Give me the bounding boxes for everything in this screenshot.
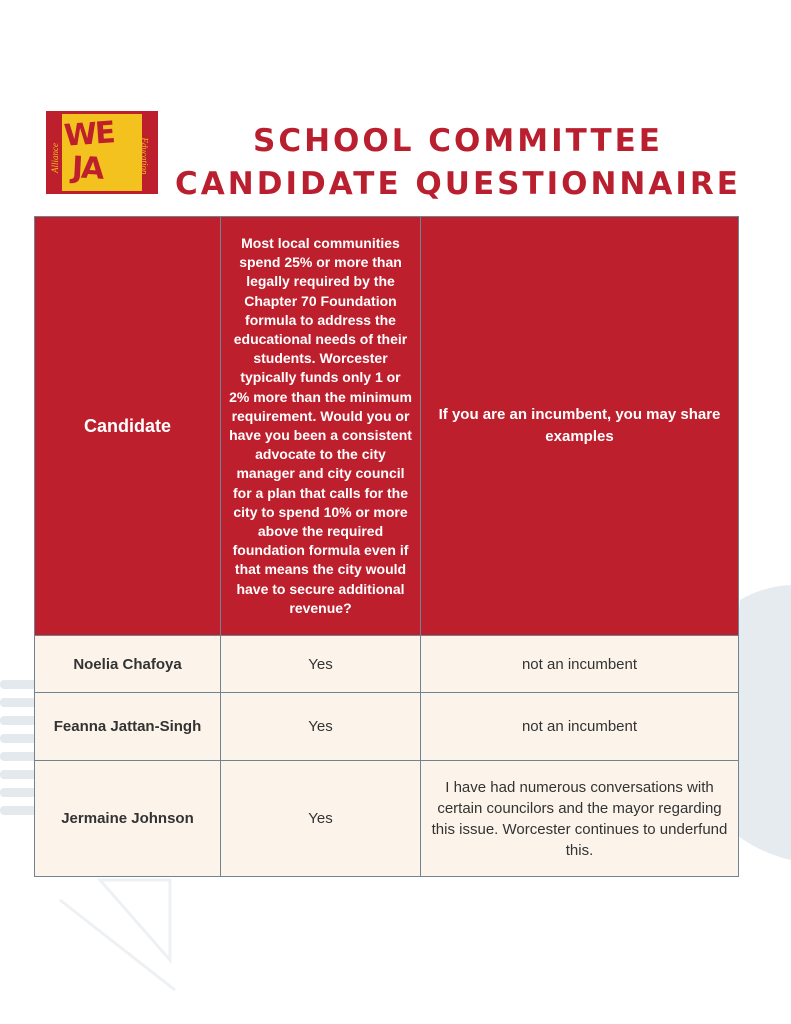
title-line-1: SCHOOL COMMITTEE: [253, 123, 663, 159]
candidate-examples: not an incumbent: [421, 693, 739, 761]
logo-letters-top: WE: [62, 115, 115, 154]
candidate-examples: not an incumbent: [421, 636, 739, 693]
header-incumbent-examples: If you are an incumbent, you may share examples: [421, 217, 739, 636]
candidate-answer: Yes: [221, 693, 421, 761]
logo-letters-bottom: JA: [71, 150, 104, 187]
page-title: [160, 120, 756, 206]
candidate-answer: Yes: [221, 761, 421, 877]
header-question: Most local communities spend 25% or more than legally required by the Chapter 70 Foundation formula to address the educational needs of their students. Worcester typically funds only 1 or 2% more than the minimum requirement. Would you or have you been a consistent advocate to the city manager and city council for a plan that calls for the city to spend 10% or more above the required foundation formula even if that means the city would have to secure additional revenue?: [221, 217, 421, 636]
candidate-name: Jermaine Johnson: [35, 761, 221, 877]
logo-side-right-text: Education: [139, 137, 150, 175]
table-header-row: [35, 217, 739, 636]
table-row: [35, 636, 739, 693]
weja-logo: [46, 111, 158, 194]
table-row: [35, 761, 739, 877]
title-line-2: CANDIDATE QUESTIONNAIRE: [175, 166, 741, 202]
candidate-name: Feanna Jattan-Singh: [35, 693, 221, 761]
logo-side-left-text: Alliance: [50, 143, 60, 173]
candidate-answer: Yes: [221, 636, 421, 693]
header-candidate: Candidate: [35, 217, 221, 636]
candidate-name: Noelia Chafoya: [35, 636, 221, 693]
table-row: [35, 693, 739, 761]
questionnaire-table: [34, 216, 739, 877]
candidate-examples: I have had numerous conversations with certain councilors and the mayor regarding this issue. Worcester continues to underfund this.: [421, 761, 739, 877]
